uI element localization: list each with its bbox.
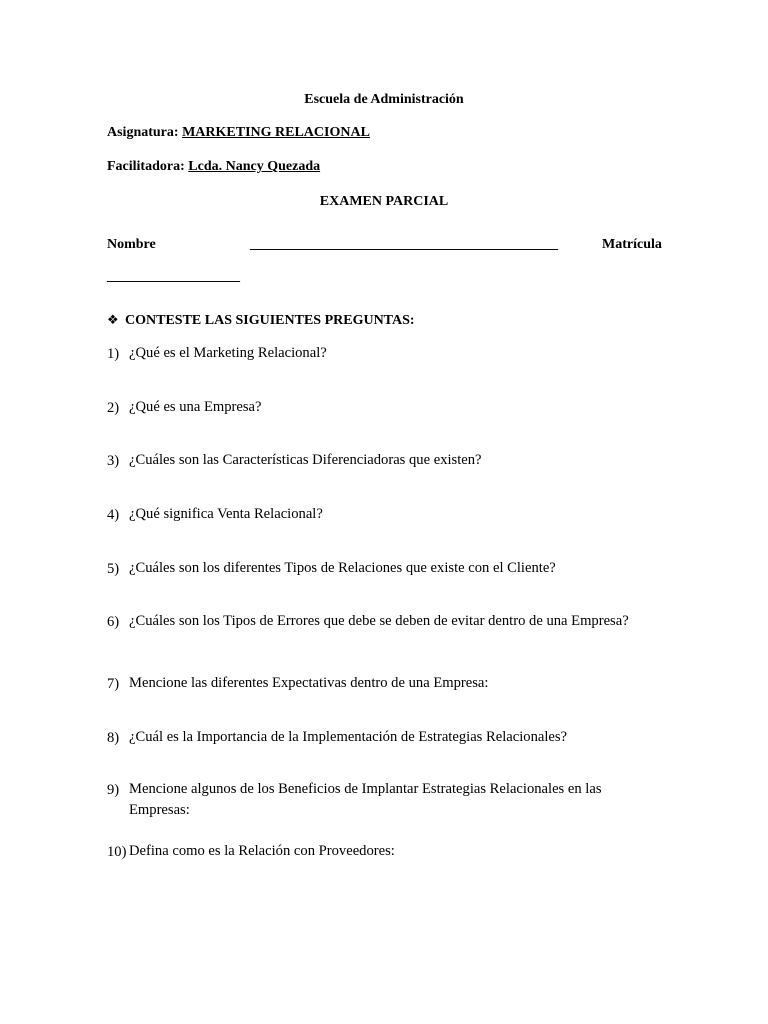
school-name: Escuela de Administración: [304, 92, 464, 107]
name-line: ____________________________________________: [250, 237, 558, 252]
question-number: 7): [107, 676, 120, 692]
question-number: 3): [107, 453, 120, 469]
question-text: Defina como es la Relación con Proveedores:: [129, 843, 395, 859]
question-number: 10): [107, 844, 127, 860]
facilitator-label: Facilitadora:: [107, 159, 185, 174]
question-text: ¿Cuáles son los Tipos de Errores que debe se deben de evitar dentro de una Empresa?: [129, 613, 629, 629]
question-text: ¿Cuáles son los diferentes Tipos de Relaciones que existe con el Cliente?: [129, 560, 556, 576]
question-number: 8): [107, 730, 120, 746]
subject-label: Asignatura:: [107, 125, 179, 140]
question-text: Mencione las diferentes Expectativas dentro de una Empresa:: [129, 675, 489, 691]
facilitator-line: [107, 160, 320, 174]
question-text-continued: Empresas:: [129, 802, 190, 818]
question-text: ¿Qué significa Venta Relacional?: [129, 506, 323, 522]
question-number: 9): [107, 782, 120, 798]
diamond-bullet-icon: ❖: [107, 313, 119, 328]
facilitator-value: Lcda. Nancy Quezada: [188, 159, 321, 174]
instructions-text: CONTESTE LAS SIGUIENTES PREGUNTAS:: [125, 313, 415, 328]
instructions: [107, 314, 415, 328]
id-label: Matrícula: [602, 237, 662, 252]
name-label: Nombre: [107, 237, 156, 252]
subject-value: MARKETING RELACIONAL: [182, 125, 370, 140]
question-text: ¿Qué es una Empresa?: [129, 399, 262, 415]
question-number: 4): [107, 507, 120, 523]
question-number: 2): [107, 400, 120, 416]
question-number: 6): [107, 614, 120, 630]
exam-title: EXAMEN PARCIAL: [319, 194, 449, 209]
question-text: ¿Cuáles son las Características Diferenciadoras que existen?: [129, 452, 482, 468]
question-text: ¿Cuál es la Importancia de la Implementación de Estrategias Relacionales?: [129, 729, 568, 745]
id-line: ___________________: [107, 269, 240, 284]
question-text: ¿Qué es el Marketing Relacional?: [129, 345, 327, 361]
question-text: Mencione algunos de los Beneficios de Implantar Estrategias Relacionales en las: [129, 781, 602, 797]
question-number: 5): [107, 561, 120, 577]
question-number: 1): [107, 346, 120, 362]
subject-line: [107, 126, 370, 140]
